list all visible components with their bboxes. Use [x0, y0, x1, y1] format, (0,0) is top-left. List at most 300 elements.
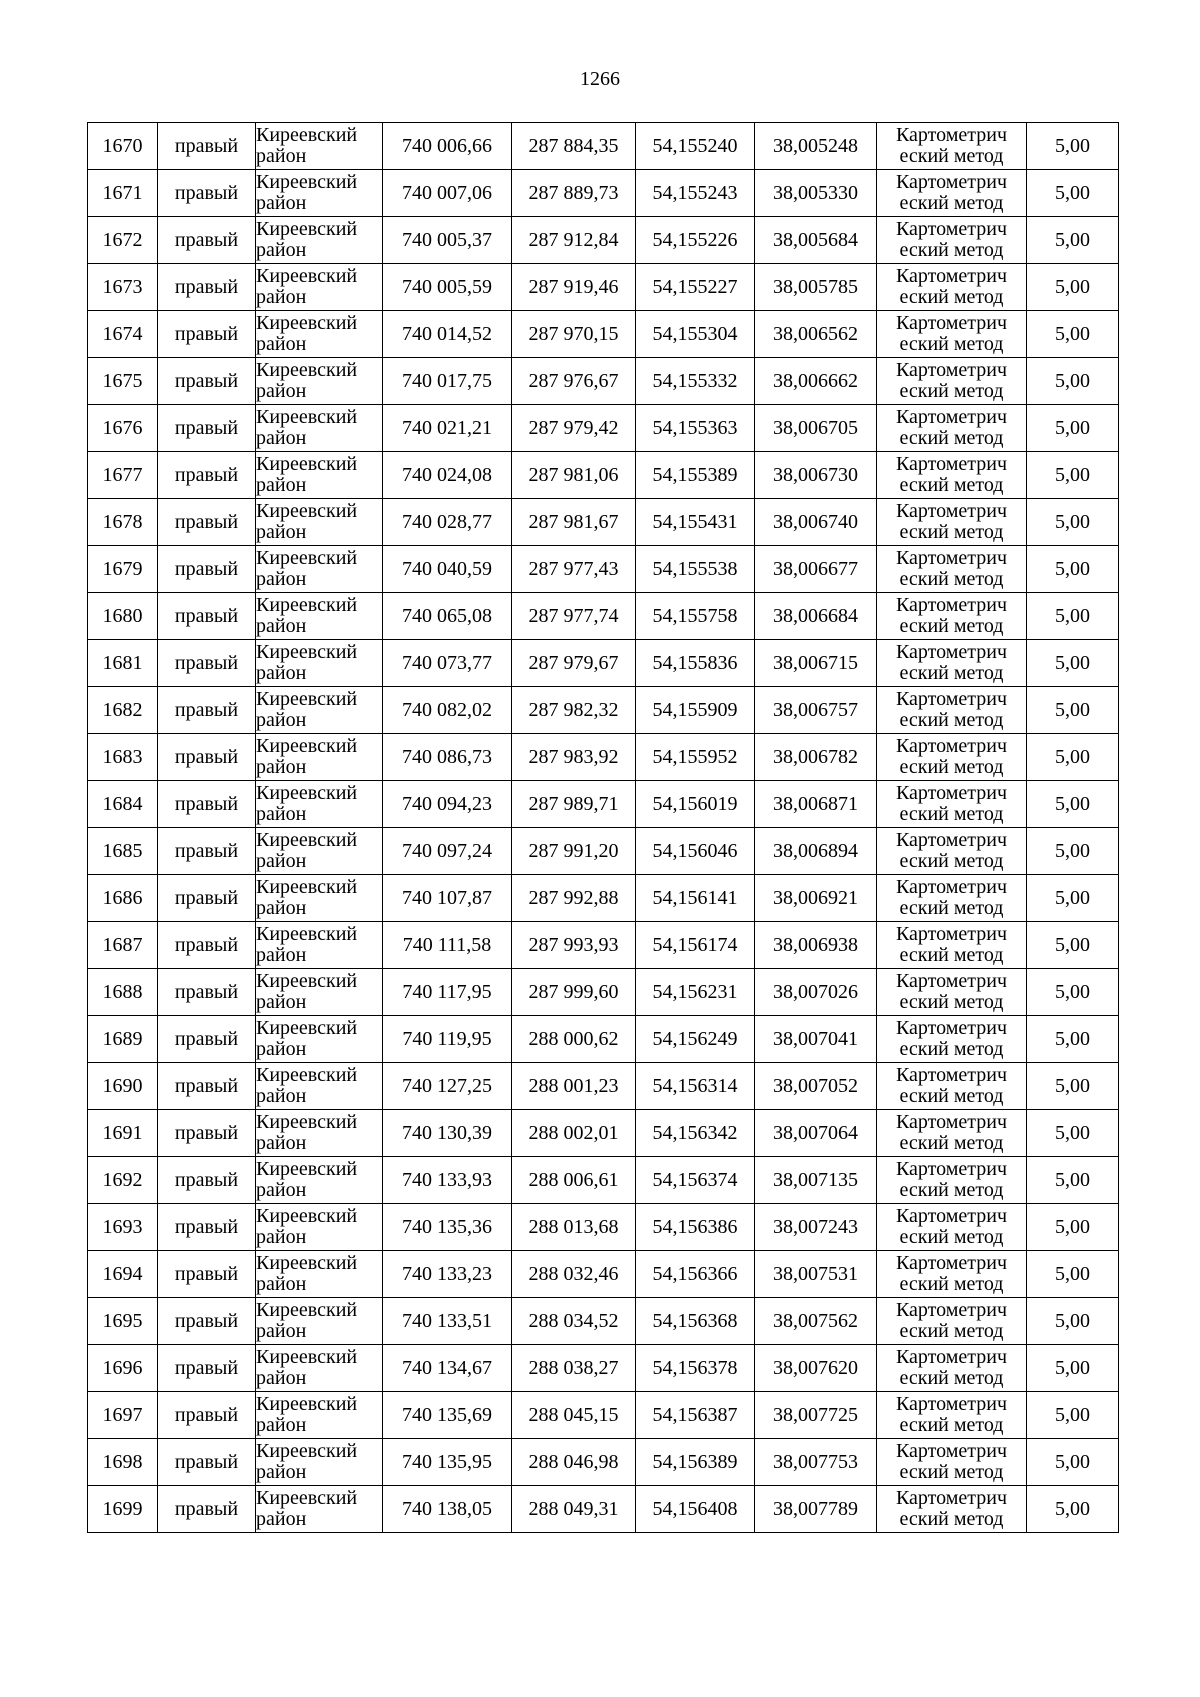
longitude-cell: 38,007620: [755, 1345, 877, 1392]
table-row: [88, 405, 1119, 452]
accuracy-cell: 5,00: [1027, 1486, 1119, 1533]
latitude-cell: 54,156046: [636, 828, 755, 875]
accuracy-cell: 5,00: [1027, 170, 1119, 217]
accuracy-cell: 5,00: [1027, 499, 1119, 546]
district-cell: Киреевский район: [256, 1157, 383, 1204]
method-cell: Картометрич еский метод: [877, 875, 1027, 922]
coord-x-cell: 740 133,93: [383, 1157, 512, 1204]
point-number-cell: 1676: [88, 405, 158, 452]
point-number-cell: 1696: [88, 1345, 158, 1392]
district-cell: Киреевский район: [256, 452, 383, 499]
accuracy-cell: 5,00: [1027, 264, 1119, 311]
district-cell: Киреевский район: [256, 593, 383, 640]
coord-y-cell: 288 045,15: [512, 1392, 636, 1439]
table-row: [88, 1486, 1119, 1533]
coord-x-cell: 740 082,02: [383, 687, 512, 734]
coord-x-cell: 740 130,39: [383, 1110, 512, 1157]
coord-x-cell: 740 097,24: [383, 828, 512, 875]
method-cell: Картометрич еский метод: [877, 1439, 1027, 1486]
table-row: [88, 264, 1119, 311]
method-cell: Картометрич еский метод: [877, 1251, 1027, 1298]
coord-y-cell: 288 038,27: [512, 1345, 636, 1392]
district-cell: Киреевский район: [256, 311, 383, 358]
table-row: [88, 781, 1119, 828]
coord-x-cell: 740 133,51: [383, 1298, 512, 1345]
method-cell: Картометрич еский метод: [877, 499, 1027, 546]
method-cell: Картометрич еский метод: [877, 781, 1027, 828]
point-number-cell: 1684: [88, 781, 158, 828]
latitude-cell: 54,156408: [636, 1486, 755, 1533]
latitude-cell: 54,155332: [636, 358, 755, 405]
district-cell: Киреевский район: [256, 1251, 383, 1298]
latitude-cell: 54,156342: [636, 1110, 755, 1157]
latitude-cell: 54,155758: [636, 593, 755, 640]
point-number-cell: 1687: [88, 922, 158, 969]
table-row: [88, 452, 1119, 499]
coord-y-cell: 288 049,31: [512, 1486, 636, 1533]
point-number-cell: 1685: [88, 828, 158, 875]
coord-x-cell: 740 117,95: [383, 969, 512, 1016]
accuracy-cell: 5,00: [1027, 546, 1119, 593]
table-row: [88, 358, 1119, 405]
latitude-cell: 54,156314: [636, 1063, 755, 1110]
method-cell: Картометрич еский метод: [877, 1063, 1027, 1110]
bank-side-cell: правый: [158, 828, 256, 875]
table-row: [88, 546, 1119, 593]
coord-x-cell: 740 134,67: [383, 1345, 512, 1392]
longitude-cell: 38,006871: [755, 781, 877, 828]
table-row: [88, 1110, 1119, 1157]
bank-side-cell: правый: [158, 1439, 256, 1486]
bank-side-cell: правый: [158, 922, 256, 969]
coord-y-cell: 288 000,62: [512, 1016, 636, 1063]
district-cell: Киреевский район: [256, 546, 383, 593]
point-number-cell: 1694: [88, 1251, 158, 1298]
bank-side-cell: правый: [158, 170, 256, 217]
latitude-cell: 54,155227: [636, 264, 755, 311]
point-number-cell: 1679: [88, 546, 158, 593]
longitude-cell: 38,006662: [755, 358, 877, 405]
longitude-cell: 38,006562: [755, 311, 877, 358]
accuracy-cell: 5,00: [1027, 1157, 1119, 1204]
latitude-cell: 54,155243: [636, 170, 755, 217]
longitude-cell: 38,005330: [755, 170, 877, 217]
bank-side-cell: правый: [158, 1016, 256, 1063]
coord-y-cell: 287 989,71: [512, 781, 636, 828]
coord-y-cell: 287 912,84: [512, 217, 636, 264]
coord-x-cell: 740 107,87: [383, 875, 512, 922]
point-number-cell: 1673: [88, 264, 158, 311]
point-number-cell: 1698: [88, 1439, 158, 1486]
longitude-cell: 38,007789: [755, 1486, 877, 1533]
district-cell: Киреевский район: [256, 969, 383, 1016]
accuracy-cell: 5,00: [1027, 640, 1119, 687]
coord-x-cell: 740 094,23: [383, 781, 512, 828]
coord-x-cell: 740 065,08: [383, 593, 512, 640]
method-cell: Картометрич еский метод: [877, 170, 1027, 217]
bank-side-cell: правый: [158, 1392, 256, 1439]
table-row: [88, 922, 1119, 969]
latitude-cell: 54,155952: [636, 734, 755, 781]
bank-side-cell: правый: [158, 640, 256, 687]
method-cell: Картометрич еский метод: [877, 734, 1027, 781]
bank-side-cell: правый: [158, 264, 256, 311]
method-cell: Картометрич еский метод: [877, 1110, 1027, 1157]
latitude-cell: 54,155538: [636, 546, 755, 593]
coord-y-cell: 287 884,35: [512, 123, 636, 170]
latitude-cell: 54,156231: [636, 969, 755, 1016]
method-cell: Картометрич еский метод: [877, 1345, 1027, 1392]
latitude-cell: 54,156387: [636, 1392, 755, 1439]
district-cell: Киреевский район: [256, 123, 383, 170]
accuracy-cell: 5,00: [1027, 1251, 1119, 1298]
coord-y-cell: 287 992,88: [512, 875, 636, 922]
coord-x-cell: 740 135,95: [383, 1439, 512, 1486]
table-row: [88, 1345, 1119, 1392]
longitude-cell: 38,007243: [755, 1204, 877, 1251]
accuracy-cell: 5,00: [1027, 1063, 1119, 1110]
bank-side-cell: правый: [158, 1204, 256, 1251]
point-number-cell: 1695: [88, 1298, 158, 1345]
table-row: [88, 640, 1119, 687]
latitude-cell: 54,155240: [636, 123, 755, 170]
latitude-cell: 54,155304: [636, 311, 755, 358]
accuracy-cell: 5,00: [1027, 1345, 1119, 1392]
accuracy-cell: 5,00: [1027, 405, 1119, 452]
longitude-cell: 38,007064: [755, 1110, 877, 1157]
district-cell: Киреевский район: [256, 1204, 383, 1251]
method-cell: Картометрич еский метод: [877, 969, 1027, 1016]
bank-side-cell: правый: [158, 781, 256, 828]
accuracy-cell: 5,00: [1027, 311, 1119, 358]
coord-y-cell: 287 983,92: [512, 734, 636, 781]
bank-side-cell: правый: [158, 358, 256, 405]
table-row: [88, 734, 1119, 781]
accuracy-cell: 5,00: [1027, 734, 1119, 781]
coord-y-cell: 287 976,67: [512, 358, 636, 405]
bank-side-cell: правый: [158, 1157, 256, 1204]
table-row: [88, 123, 1119, 170]
coord-x-cell: 740 006,66: [383, 123, 512, 170]
table-row: [88, 1204, 1119, 1251]
coord-y-cell: 287 993,93: [512, 922, 636, 969]
coord-x-cell: 740 127,25: [383, 1063, 512, 1110]
method-cell: Картометрич еский метод: [877, 1392, 1027, 1439]
method-cell: Картометрич еский метод: [877, 640, 1027, 687]
latitude-cell: 54,156366: [636, 1251, 755, 1298]
accuracy-cell: 5,00: [1027, 922, 1119, 969]
latitude-cell: 54,156174: [636, 922, 755, 969]
coord-y-cell: 288 001,23: [512, 1063, 636, 1110]
table-row: [88, 1439, 1119, 1486]
district-cell: Киреевский район: [256, 1063, 383, 1110]
bank-side-cell: правый: [158, 546, 256, 593]
bank-side-cell: правый: [158, 1298, 256, 1345]
table-row: [88, 311, 1119, 358]
longitude-cell: 38,007041: [755, 1016, 877, 1063]
longitude-cell: 38,007725: [755, 1392, 877, 1439]
longitude-cell: 38,006757: [755, 687, 877, 734]
coord-y-cell: 287 970,15: [512, 311, 636, 358]
point-number-cell: 1697: [88, 1392, 158, 1439]
bank-side-cell: правый: [158, 593, 256, 640]
coord-y-cell: 287 977,43: [512, 546, 636, 593]
longitude-cell: 38,006684: [755, 593, 877, 640]
latitude-cell: 54,156141: [636, 875, 755, 922]
method-cell: Картометрич еский метод: [877, 1486, 1027, 1533]
district-cell: Киреевский район: [256, 640, 383, 687]
district-cell: Киреевский район: [256, 781, 383, 828]
longitude-cell: 38,007562: [755, 1298, 877, 1345]
latitude-cell: 54,156368: [636, 1298, 755, 1345]
district-cell: Киреевский район: [256, 828, 383, 875]
latitude-cell: 54,155836: [636, 640, 755, 687]
table-row: [88, 1016, 1119, 1063]
method-cell: Картометрич еский метод: [877, 452, 1027, 499]
coord-x-cell: 740 133,23: [383, 1251, 512, 1298]
accuracy-cell: 5,00: [1027, 687, 1119, 734]
accuracy-cell: 5,00: [1027, 1298, 1119, 1345]
bank-side-cell: правый: [158, 499, 256, 546]
coord-x-cell: 740 086,73: [383, 734, 512, 781]
coord-y-cell: 287 889,73: [512, 170, 636, 217]
coord-y-cell: 287 979,42: [512, 405, 636, 452]
latitude-cell: 54,156386: [636, 1204, 755, 1251]
coord-y-cell: 288 046,98: [512, 1439, 636, 1486]
table-row: [88, 499, 1119, 546]
method-cell: Картометрич еский метод: [877, 311, 1027, 358]
point-number-cell: 1692: [88, 1157, 158, 1204]
coord-x-cell: 740 119,95: [383, 1016, 512, 1063]
longitude-cell: 38,007135: [755, 1157, 877, 1204]
point-number-cell: 1670: [88, 123, 158, 170]
table-row: [88, 170, 1119, 217]
bank-side-cell: правый: [158, 1110, 256, 1157]
longitude-cell: 38,005684: [755, 217, 877, 264]
bank-side-cell: правый: [158, 969, 256, 1016]
table-row: [88, 875, 1119, 922]
district-cell: Киреевский район: [256, 1439, 383, 1486]
longitude-cell: 38,006705: [755, 405, 877, 452]
longitude-cell: 38,006730: [755, 452, 877, 499]
coord-x-cell: 740 028,77: [383, 499, 512, 546]
point-number-cell: 1678: [88, 499, 158, 546]
district-cell: Киреевский район: [256, 1298, 383, 1345]
longitude-cell: 38,006921: [755, 875, 877, 922]
table-row: [88, 969, 1119, 1016]
accuracy-cell: 5,00: [1027, 1439, 1119, 1486]
coordinates-table: [87, 122, 1119, 1533]
district-cell: Киреевский район: [256, 687, 383, 734]
method-cell: Картометрич еский метод: [877, 593, 1027, 640]
district-cell: Киреевский район: [256, 734, 383, 781]
coord-x-cell: 740 111,58: [383, 922, 512, 969]
method-cell: Картометрич еский метод: [877, 546, 1027, 593]
method-cell: Картометрич еский метод: [877, 1204, 1027, 1251]
coord-y-cell: 287 977,74: [512, 593, 636, 640]
latitude-cell: 54,156019: [636, 781, 755, 828]
longitude-cell: 38,005785: [755, 264, 877, 311]
longitude-cell: 38,006740: [755, 499, 877, 546]
longitude-cell: 38,005248: [755, 123, 877, 170]
point-number-cell: 1671: [88, 170, 158, 217]
point-number-cell: 1681: [88, 640, 158, 687]
point-number-cell: 1680: [88, 593, 158, 640]
table-row: [88, 1392, 1119, 1439]
coord-y-cell: 287 919,46: [512, 264, 636, 311]
coord-x-cell: 740 005,37: [383, 217, 512, 264]
point-number-cell: 1677: [88, 452, 158, 499]
table-row: [88, 1157, 1119, 1204]
latitude-cell: 54,156389: [636, 1439, 755, 1486]
longitude-cell: 38,007026: [755, 969, 877, 1016]
latitude-cell: 54,155431: [636, 499, 755, 546]
accuracy-cell: 5,00: [1027, 875, 1119, 922]
district-cell: Киреевский район: [256, 875, 383, 922]
longitude-cell: 38,006782: [755, 734, 877, 781]
point-number-cell: 1689: [88, 1016, 158, 1063]
point-number-cell: 1672: [88, 217, 158, 264]
table-row: [88, 1251, 1119, 1298]
bank-side-cell: правый: [158, 1486, 256, 1533]
district-cell: Киреевский район: [256, 1486, 383, 1533]
coord-x-cell: 740 135,36: [383, 1204, 512, 1251]
accuracy-cell: 5,00: [1027, 1392, 1119, 1439]
method-cell: Картометрич еский метод: [877, 687, 1027, 734]
table-row: [88, 828, 1119, 875]
latitude-cell: 54,156378: [636, 1345, 755, 1392]
point-number-cell: 1674: [88, 311, 158, 358]
district-cell: Киреевский район: [256, 1392, 383, 1439]
accuracy-cell: 5,00: [1027, 452, 1119, 499]
coord-y-cell: 287 982,32: [512, 687, 636, 734]
accuracy-cell: 5,00: [1027, 217, 1119, 264]
accuracy-cell: 5,00: [1027, 123, 1119, 170]
latitude-cell: 54,155363: [636, 405, 755, 452]
bank-side-cell: правый: [158, 123, 256, 170]
district-cell: Киреевский район: [256, 1016, 383, 1063]
bank-side-cell: правый: [158, 875, 256, 922]
method-cell: Картометрич еский метод: [877, 922, 1027, 969]
latitude-cell: 54,155389: [636, 452, 755, 499]
method-cell: Картометрич еский метод: [877, 264, 1027, 311]
point-number-cell: 1693: [88, 1204, 158, 1251]
longitude-cell: 38,007531: [755, 1251, 877, 1298]
coord-y-cell: 287 981,06: [512, 452, 636, 499]
coord-y-cell: 288 002,01: [512, 1110, 636, 1157]
table-row: [88, 687, 1119, 734]
point-number-cell: 1682: [88, 687, 158, 734]
point-number-cell: 1699: [88, 1486, 158, 1533]
method-cell: Картометрич еский метод: [877, 217, 1027, 264]
latitude-cell: 54,155226: [636, 217, 755, 264]
longitude-cell: 38,006677: [755, 546, 877, 593]
method-cell: Картометрич еский метод: [877, 358, 1027, 405]
point-number-cell: 1690: [88, 1063, 158, 1110]
coord-x-cell: 740 005,59: [383, 264, 512, 311]
coord-x-cell: 740 017,75: [383, 358, 512, 405]
accuracy-cell: 5,00: [1027, 1204, 1119, 1251]
coord-y-cell: 288 006,61: [512, 1157, 636, 1204]
table-row: [88, 1298, 1119, 1345]
method-cell: Картометрич еский метод: [877, 828, 1027, 875]
accuracy-cell: 5,00: [1027, 828, 1119, 875]
accuracy-cell: 5,00: [1027, 1016, 1119, 1063]
district-cell: Киреевский район: [256, 264, 383, 311]
coord-x-cell: 740 021,21: [383, 405, 512, 452]
district-cell: Киреевский район: [256, 1110, 383, 1157]
latitude-cell: 54,156374: [636, 1157, 755, 1204]
table-body: [88, 123, 1119, 1533]
coord-y-cell: 287 991,20: [512, 828, 636, 875]
method-cell: Картометрич еский метод: [877, 1157, 1027, 1204]
accuracy-cell: 5,00: [1027, 358, 1119, 405]
table-row: [88, 593, 1119, 640]
accuracy-cell: 5,00: [1027, 781, 1119, 828]
district-cell: Киреевский район: [256, 499, 383, 546]
method-cell: Картометрич еский метод: [877, 1016, 1027, 1063]
coord-y-cell: 288 034,52: [512, 1298, 636, 1345]
district-cell: Киреевский район: [256, 922, 383, 969]
bank-side-cell: правый: [158, 311, 256, 358]
coord-x-cell: 740 138,05: [383, 1486, 512, 1533]
coord-x-cell: 740 073,77: [383, 640, 512, 687]
coord-x-cell: 740 007,06: [383, 170, 512, 217]
bank-side-cell: правый: [158, 452, 256, 499]
bank-side-cell: правый: [158, 217, 256, 264]
bank-side-cell: правый: [158, 734, 256, 781]
longitude-cell: 38,007753: [755, 1439, 877, 1486]
longitude-cell: 38,006938: [755, 922, 877, 969]
longitude-cell: 38,007052: [755, 1063, 877, 1110]
longitude-cell: 38,006894: [755, 828, 877, 875]
page-number: 1266: [580, 68, 620, 90]
point-number-cell: 1675: [88, 358, 158, 405]
coord-x-cell: 740 024,08: [383, 452, 512, 499]
point-number-cell: 1683: [88, 734, 158, 781]
point-number-cell: 1691: [88, 1110, 158, 1157]
district-cell: Киреевский район: [256, 1345, 383, 1392]
bank-side-cell: правый: [158, 1345, 256, 1392]
latitude-cell: 54,156249: [636, 1016, 755, 1063]
accuracy-cell: 5,00: [1027, 969, 1119, 1016]
coord-y-cell: 288 013,68: [512, 1204, 636, 1251]
bank-side-cell: правый: [158, 1063, 256, 1110]
point-number-cell: 1686: [88, 875, 158, 922]
district-cell: Киреевский район: [256, 405, 383, 452]
coord-y-cell: 287 981,67: [512, 499, 636, 546]
coord-x-cell: 740 014,52: [383, 311, 512, 358]
district-cell: Киреевский район: [256, 358, 383, 405]
coord-y-cell: 287 979,67: [512, 640, 636, 687]
bank-side-cell: правый: [158, 405, 256, 452]
method-cell: Картометрич еский метод: [877, 123, 1027, 170]
point-number-cell: 1688: [88, 969, 158, 1016]
coord-y-cell: 287 999,60: [512, 969, 636, 1016]
table-row: [88, 217, 1119, 264]
latitude-cell: 54,155909: [636, 687, 755, 734]
coord-x-cell: 740 040,59: [383, 546, 512, 593]
district-cell: Киреевский район: [256, 217, 383, 264]
coord-y-cell: 288 032,46: [512, 1251, 636, 1298]
accuracy-cell: 5,00: [1027, 593, 1119, 640]
method-cell: Картометрич еский метод: [877, 405, 1027, 452]
accuracy-cell: 5,00: [1027, 1110, 1119, 1157]
coord-x-cell: 740 135,69: [383, 1392, 512, 1439]
table-row: [88, 1063, 1119, 1110]
bank-side-cell: правый: [158, 1251, 256, 1298]
district-cell: Киреевский район: [256, 170, 383, 217]
